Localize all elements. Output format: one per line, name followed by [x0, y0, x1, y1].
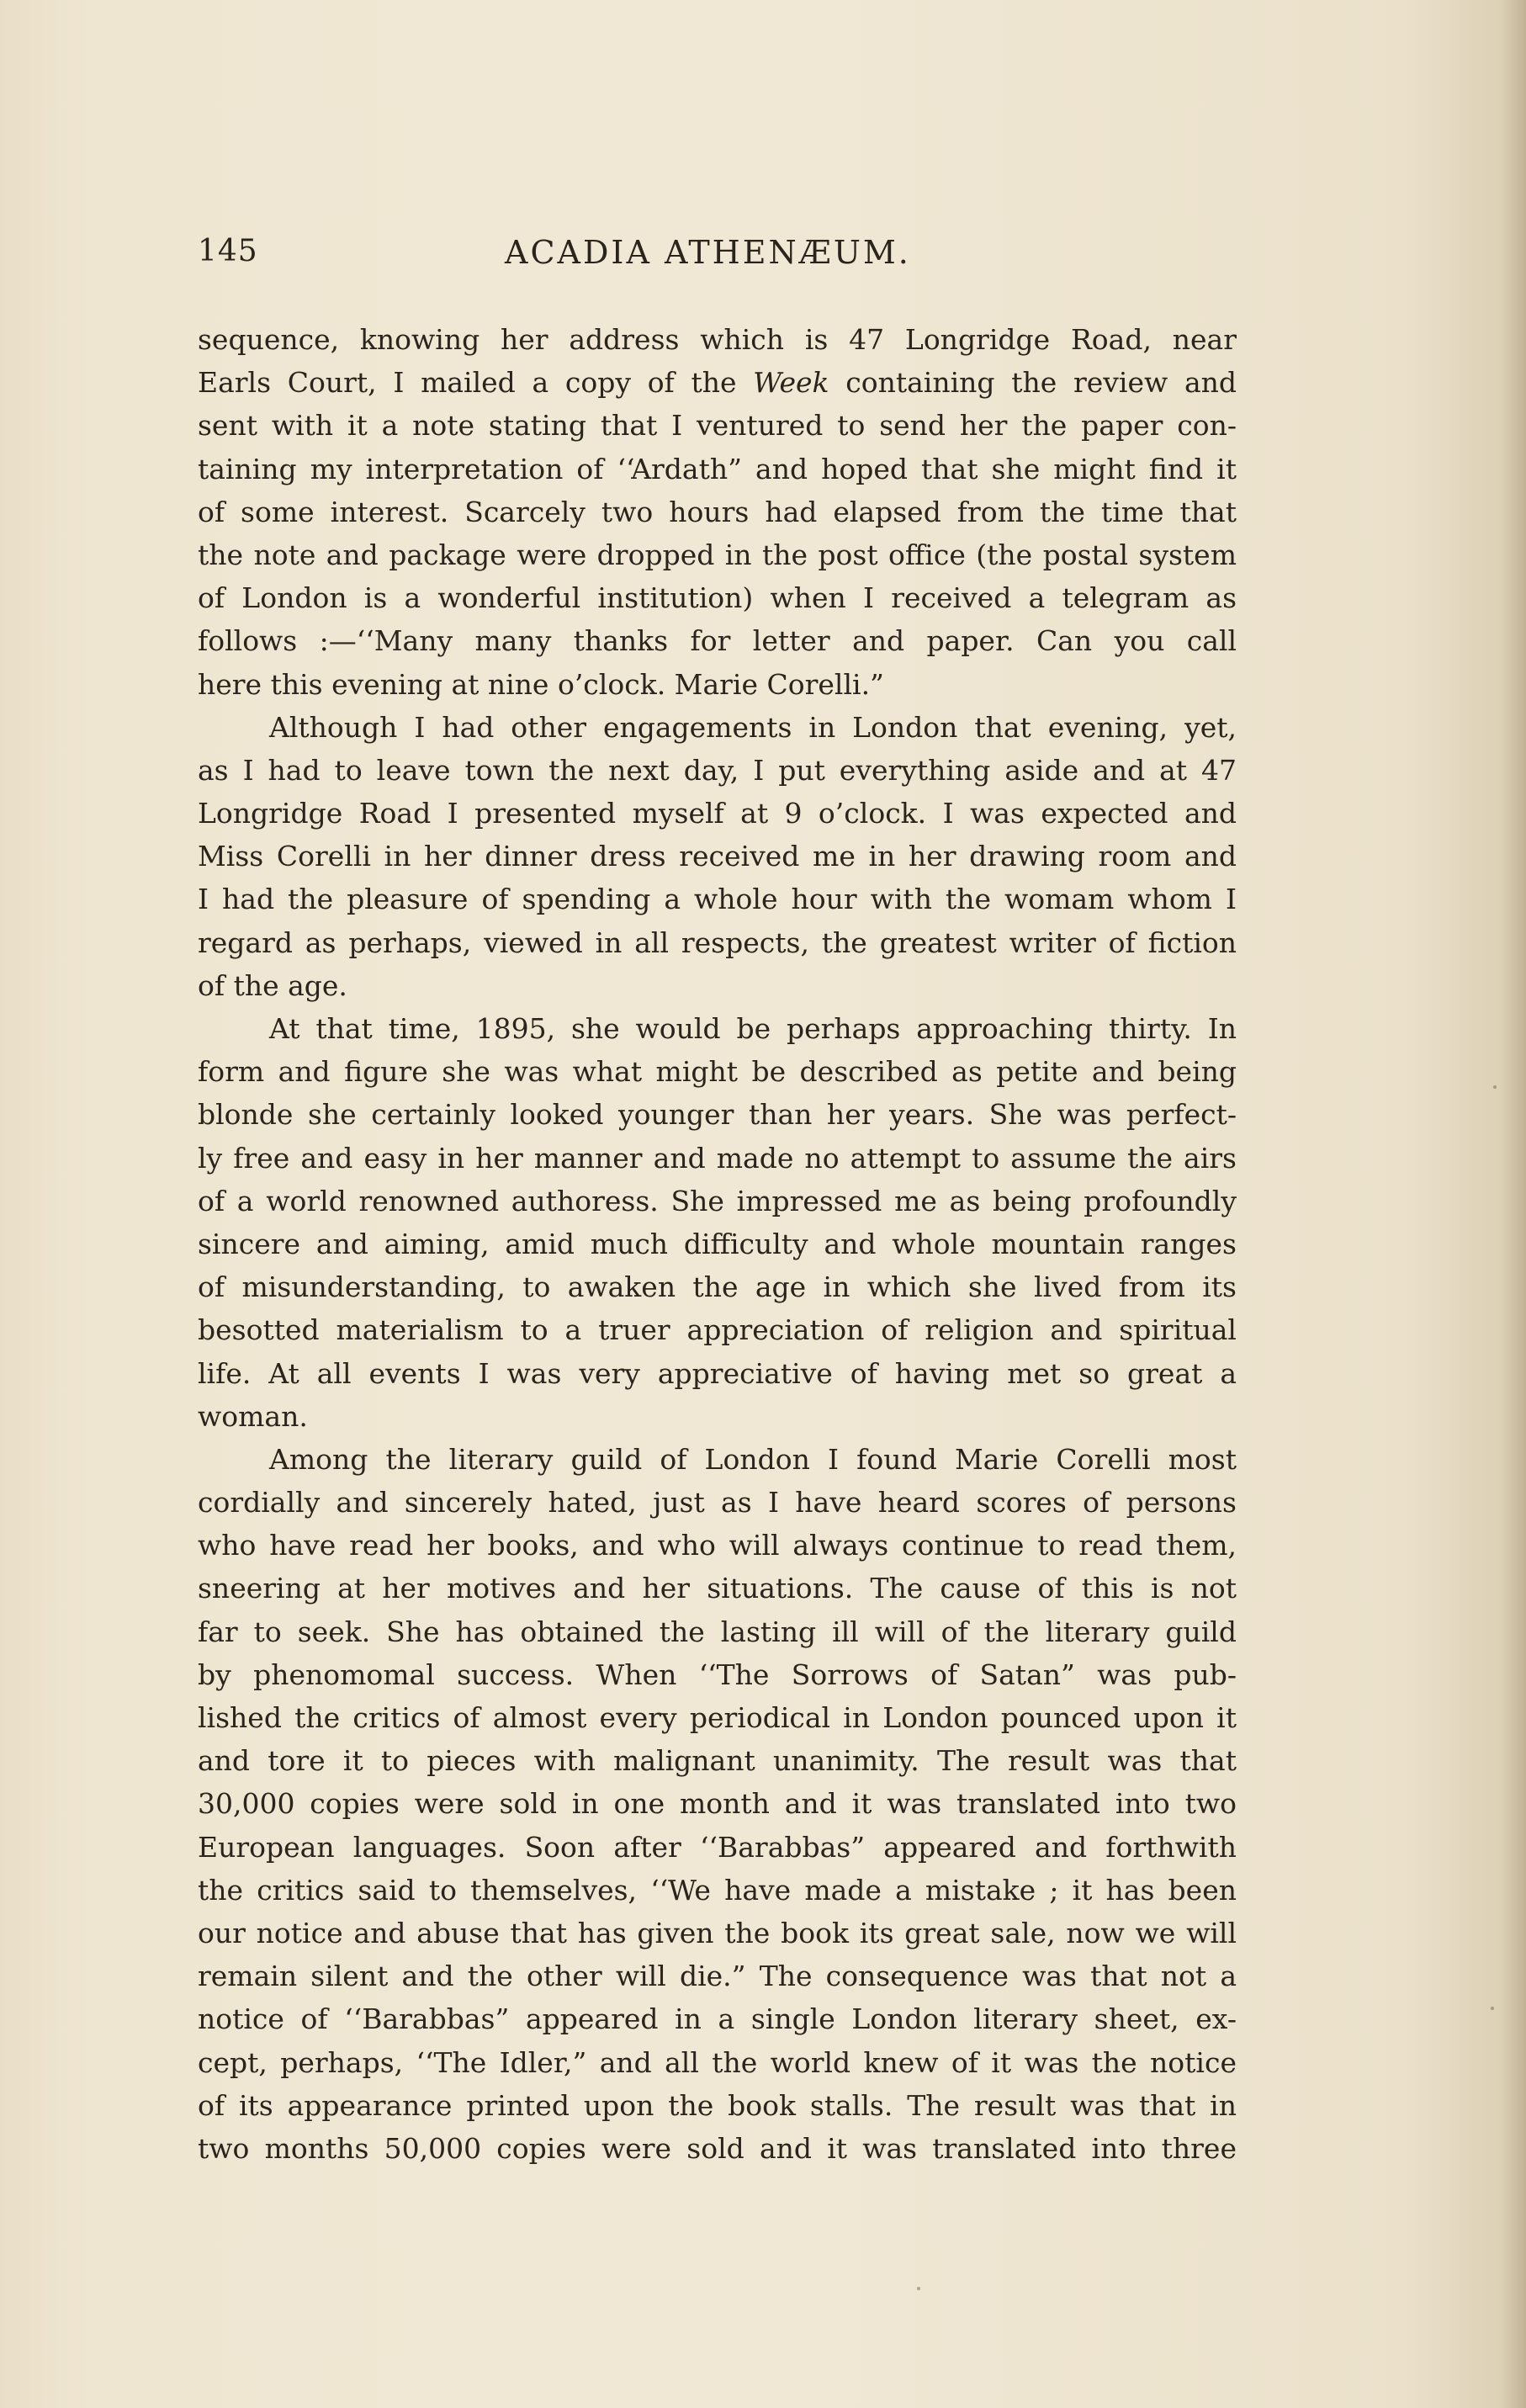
- text-line: taining my interpretation of ‘‘Ardath” and hoped that she might find it: [198, 452, 1237, 485]
- text-line: by phenomomal success. When ‘‘The Sorrows of Satan” was pub-: [198, 1657, 1237, 1691]
- text-line: of some interest. Scarcely two hours had elapsed from the time that: [198, 495, 1237, 528]
- page-edge-shadow: [1501, 0, 1526, 2408]
- paper-speck: [917, 2287, 920, 2290]
- text-line: sincere and aiming, amid much difficulty and whole mountain ranges: [198, 1227, 1237, 1260]
- text-line: sent with it a note stating that I ventured to send her the paper con-: [198, 409, 1237, 443]
- text-line: the note and package were dropped in the post office (the postal system: [198, 538, 1237, 571]
- text-line: far to seek. She has obtained the lasting ill will of the literary guild: [198, 1615, 1237, 1648]
- paper-speck: [1493, 1085, 1497, 1089]
- text-line: the critics said to themselves, ‘‘We have made a mistake ; it has been: [198, 1873, 1237, 1907]
- paper-speck: [1491, 2007, 1494, 2010]
- text-line: of misunderstanding, to awaken the age in which she lived from its: [198, 1270, 1237, 1304]
- text-line: remain silent and the other will die.” The consequence was that not a: [198, 1960, 1237, 1993]
- text-line: of London is a wonderful institution) when I received a telegram as: [198, 581, 1237, 615]
- text-line: and tore it to pieces with malignant unanimity. The result was that: [198, 1744, 1237, 1778]
- text-line: follows :—‘‘Many many thanks for letter and paper. Can you call: [198, 624, 1237, 658]
- text-line: of a world renowned authoress. She impressed me as being profoundly: [198, 1184, 1237, 1217]
- text-line: Earls Court, I mailed a copy of the Week containing the review and: [198, 366, 1237, 400]
- article-body: [198, 318, 1237, 2170]
- text-line: Miss Corelli in her dinner dress received me in her drawing room and: [198, 840, 1237, 873]
- text-line: European languages. Soon after ‘‘Barabbas” appeared and forthwith: [198, 1830, 1237, 1864]
- periodical-title: Week: [753, 366, 829, 400]
- text-line: two months 50,000 copies were sold and it was translated into three: [198, 2131, 1237, 2165]
- text-line: ly free and easy in her manner and made no attempt to assume the airs: [198, 1141, 1237, 1175]
- page-number: 145: [198, 234, 258, 268]
- text-line: sneering at her motives and her situations. The cause of this is not: [198, 1572, 1237, 1605]
- text-line: I had the pleasure of spending a whole hour with the womam whom I: [198, 883, 1237, 916]
- text-line: Longridge Road I presented myself at 9 o’clock. I was expected and: [198, 797, 1237, 830]
- text-line: blonde she certainly looked younger than her years. She was perfect-: [198, 1098, 1237, 1132]
- text-line: life. At all events I was very appreciative of having met so great a: [198, 1356, 1237, 1390]
- text-line: our notice and abuse that has given the book its great sale, now we will: [198, 1916, 1237, 1949]
- page-header: [198, 234, 1241, 284]
- text-line: as I had to leave town the next day, I put everything aside and at 47: [198, 753, 1237, 787]
- text-line: here this evening at nine o’clock. Marie Corelli.”: [198, 667, 884, 701]
- text-line: 30,000 copies were sold in one month and it was translated into two: [198, 1787, 1237, 1821]
- text-line: who have read her books, and who will always continue to read them,: [198, 1529, 1237, 1562]
- text-line: sequence, knowing her address which is 47 Longridge Road, near: [198, 323, 1237, 356]
- text-line: notice of ‘‘Barabbas” appeared in a single London literary sheet, ex-: [198, 2002, 1237, 2036]
- text-line: of the age.: [198, 968, 347, 1002]
- paragraph-first-line: Although I had other engagements in London that evening, yet,: [269, 710, 1237, 744]
- text-line: lished the critics of almost every periodical in London pounced upon it: [198, 1701, 1237, 1734]
- running-head: ACADIA ATHENÆUM.: [505, 234, 911, 271]
- paragraph-first-line: At that time, 1895, she would be perhaps approaching thirty. In: [269, 1012, 1237, 1045]
- text-line: besotted materialism to a truer appreciation of religion and spiritual: [198, 1313, 1237, 1347]
- text-line: regard as perhaps, viewed in all respects, the greatest writer of fiction: [198, 926, 1237, 959]
- text-line: cept, perhaps, ‘‘The Idler,” and all the world knew of it was the notice: [198, 2045, 1237, 2079]
- text-line: woman.: [198, 1399, 308, 1433]
- text-line: form and figure she was what might be described as petite and being: [198, 1055, 1237, 1089]
- text-line: cordially and sincerely hated, just as I have heard scores of persons: [198, 1486, 1237, 1520]
- paragraph-first-line: Among the literary guild of London I found Marie Corelli most: [269, 1442, 1237, 1476]
- text-line: of its appearance printed upon the book stalls. The result was that in: [198, 2088, 1237, 2122]
